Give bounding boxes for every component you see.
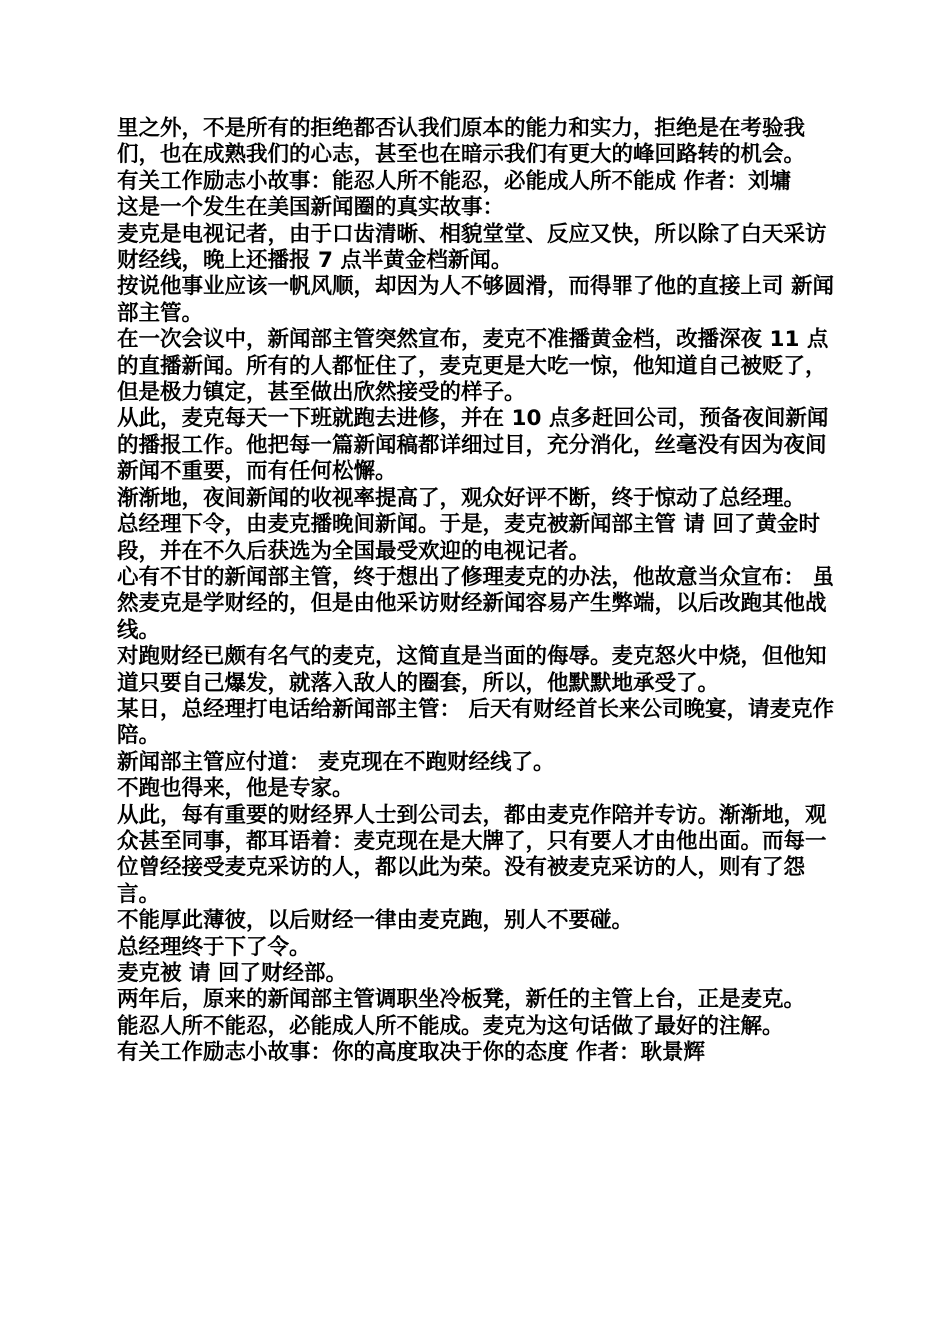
paragraph: 里之外，不是所有的拒绝都否认我们原本的能力和实力，拒绝是在考验我们，也在成熟我们的心志，甚至也在暗示我们有更大的峰回路转的机会。: [117, 116, 806, 168]
paragraph: 新闻部主管应付道： 麦克现在不跑财经线了。: [117, 749, 555, 775]
document-body: [117, 116, 847, 1067]
paragraph: 某日，总经理打电话给新闻部主管： 后天有财经首长来公司晚宴，请麦克作陪。: [117, 696, 834, 749]
paragraph: 这是一个发生在美国新闻圈的真实故事：: [117, 195, 505, 221]
story-heading: 有关工作励志小故事：你的高度取决于你的态度 作者：耿景辉: [117, 1040, 705, 1066]
paragraph: 总经理下令，由麦克播晚间新闻。于是，麦克被新闻部主管 请 回了黄金时段，并在不久后获选为全国最受欢迎的电视记者。: [117, 512, 820, 564]
paragraph: 能忍人所不能忍，必能成人所不能成。麦克为这句话做了最好的注解。: [117, 1013, 784, 1039]
paragraph: 渐渐地，夜间新闻的收视率提高了，观众好评不断，终于惊动了总经理。: [117, 485, 806, 511]
paragraph: 不跑也得来，他是专家。: [117, 776, 354, 802]
paragraph: 麦克被 请 回了财经部。: [117, 961, 347, 986]
paragraph: 对跑财经已颇有名气的麦克，这简直是当面的侮辱。麦克怒火中烧，但他知道只要自己爆发，就落入敌人的圈套，所以，他默默地承受了。: [117, 644, 827, 696]
paragraph: 麦克是电视记者，由于口齿清晰、相貌堂堂、反应又快，所以除了白天采访财经线，晚上还播报 7 点半黄金档新闻。: [117, 221, 827, 274]
paragraph: 心有不甘的新闻部主管，终于想出了修理麦克的办法，他故意当众宣布： 虽然麦克是学财经的，但是由他采访财经新闻容易产生弊端，以后改跑其他战线。: [117, 564, 834, 643]
paragraph: 两年后，原来的新闻部主管调职坐冷板凳，新任的主管上台，正是麦克。: [117, 987, 806, 1013]
paragraph: 按说他事业应该一帆风顺，却因为人不够圆滑，而得罪了他的直接上司 新闻部主管。: [117, 274, 834, 326]
paragraph: 不能厚此薄彼，以后财经一律由麦克跑，别人不要碰。: [117, 908, 634, 934]
paragraph: 从此，每有重要的财经界人士到公司去，都由麦克作陪并专访。渐渐地，观众甚至同事，都耳语着：麦克现在是大牌了，只有要人才由他出面。而每一位曾经接受麦克采访的人，都以此为荣。没有被麦克采访的人，则有了怨言。: [117, 802, 827, 907]
paragraph: 从此，麦克每天一下班就跑去进修，并在 10 点多赶回公司，预备夜间新闻的播报工作。他把每一篇新闻稿都详细过目，充分消化，丝毫没有因为夜间新闻不重要，而有任何松懈。: [117, 406, 829, 485]
paragraph: 总经理终于下了令。: [117, 934, 311, 960]
paragraph: 在一次会议中，新闻部主管突然宣布，麦克不准播黄金档，改播深夜 11 点的直播新闻。所有的人都怔住了，麦克更是大吃一惊，他知道自己被贬了，但是极力镇定，甚至做出欣然接受的样子。: [117, 327, 829, 406]
story-heading: 有关工作励志小故事：能忍人所不能忍，必能成人所不能成 作者：刘墉: [117, 168, 791, 194]
